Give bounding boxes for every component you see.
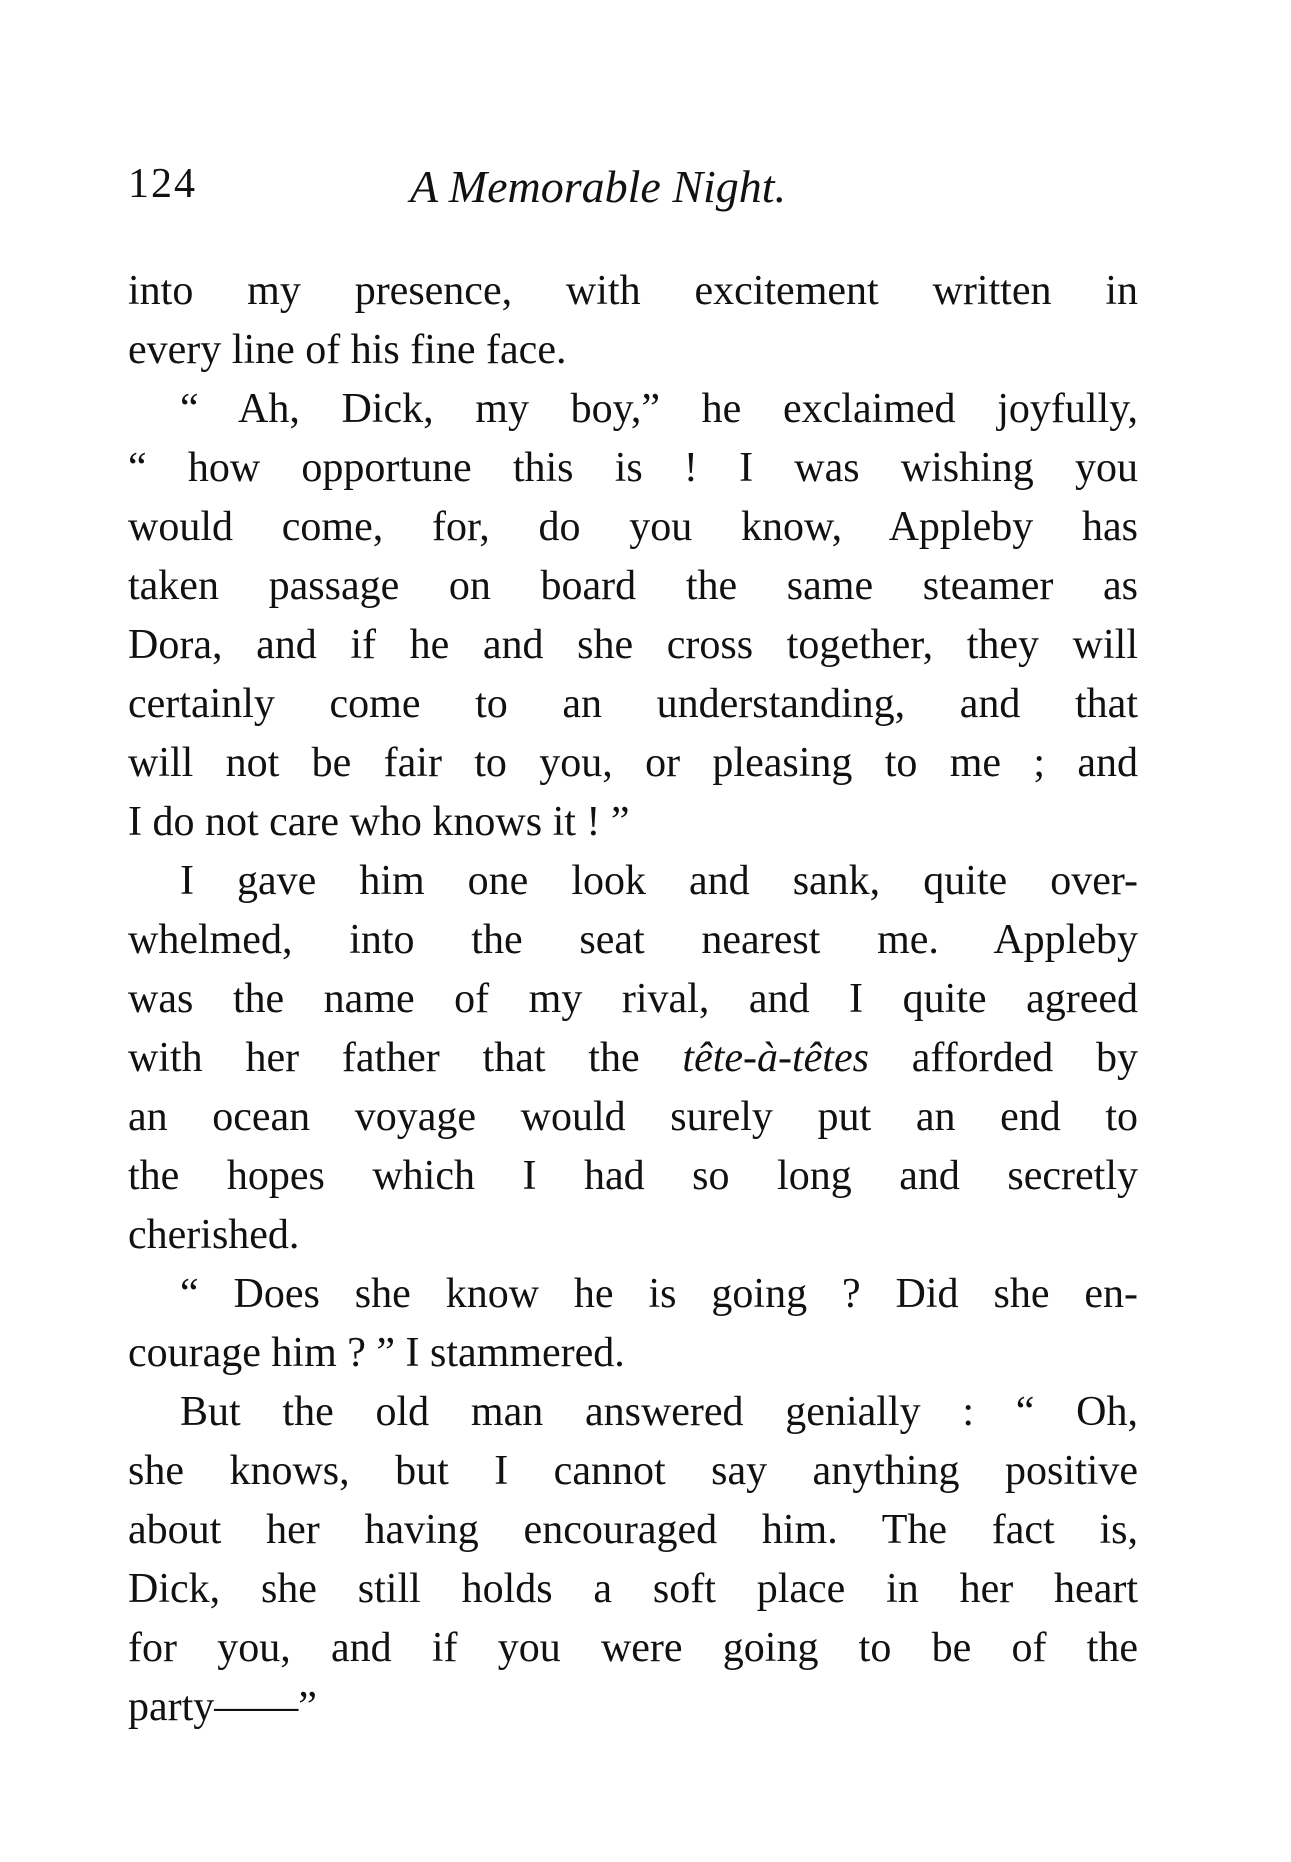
- body-text: [128, 262, 1138, 1737]
- text-line: will not be fair to you, or pleasing to me ; and: [128, 740, 1138, 786]
- running-title: A Memorable Night.: [410, 161, 787, 212]
- text-line: courage him ? ” I stammered.: [128, 1330, 625, 1376]
- text-line: I do not care who knows it ! ”: [128, 799, 630, 845]
- line-segment: with her father that the: [128, 1035, 640, 1081]
- text-line: into my presence, with excitement written in: [128, 268, 1138, 314]
- text-line: “ Does she know he is going ? Did she en-: [180, 1271, 1138, 1317]
- text-line: “ Ah, Dick, my boy,” he exclaimed joyfully,: [180, 386, 1138, 432]
- text-line: whelmed, into the seat nearest me. Appleby: [128, 917, 1138, 963]
- text-line: Dick, she still holds a soft place in her heart: [128, 1566, 1138, 1612]
- text-line: an ocean voyage would surely put an end to: [128, 1094, 1138, 1140]
- line-segment: afforded by: [911, 1035, 1139, 1081]
- text-line: about her having encouraged him. The fact is,: [128, 1507, 1138, 1553]
- text-line: [128, 1029, 1138, 1088]
- text-line: certainly come to an understanding, and that: [128, 681, 1138, 727]
- text-line: for you, and if you were going to be of the: [128, 1625, 1138, 1671]
- text-line: Dora, and if he and she cross together, they will: [128, 622, 1138, 668]
- running-header: [128, 160, 1138, 220]
- text-line: she knows, but I cannot say anything positive: [128, 1448, 1138, 1494]
- text-line: the hopes which I had so long and secretly: [128, 1153, 1138, 1199]
- text-line: would come, for, do you know, Appleby has: [128, 504, 1138, 550]
- page-number: 124: [128, 161, 197, 207]
- text-line: was the name of my rival, and I quite agreed: [128, 976, 1138, 1022]
- text-line: “ how opportune this is ! I was wishing you: [128, 445, 1138, 491]
- text-line: every line of his fine face.: [128, 327, 567, 373]
- text-line: taken passage on board the same steamer as: [128, 563, 1138, 609]
- text-line: party——”: [128, 1684, 317, 1730]
- italic-phrase: tête-à-têtes: [682, 1035, 869, 1081]
- text-line: But the old man answered genially : “ Oh,: [180, 1389, 1138, 1435]
- text-line: cherished.: [128, 1212, 300, 1258]
- text-line: I gave him one look and sank, quite over-: [180, 858, 1138, 904]
